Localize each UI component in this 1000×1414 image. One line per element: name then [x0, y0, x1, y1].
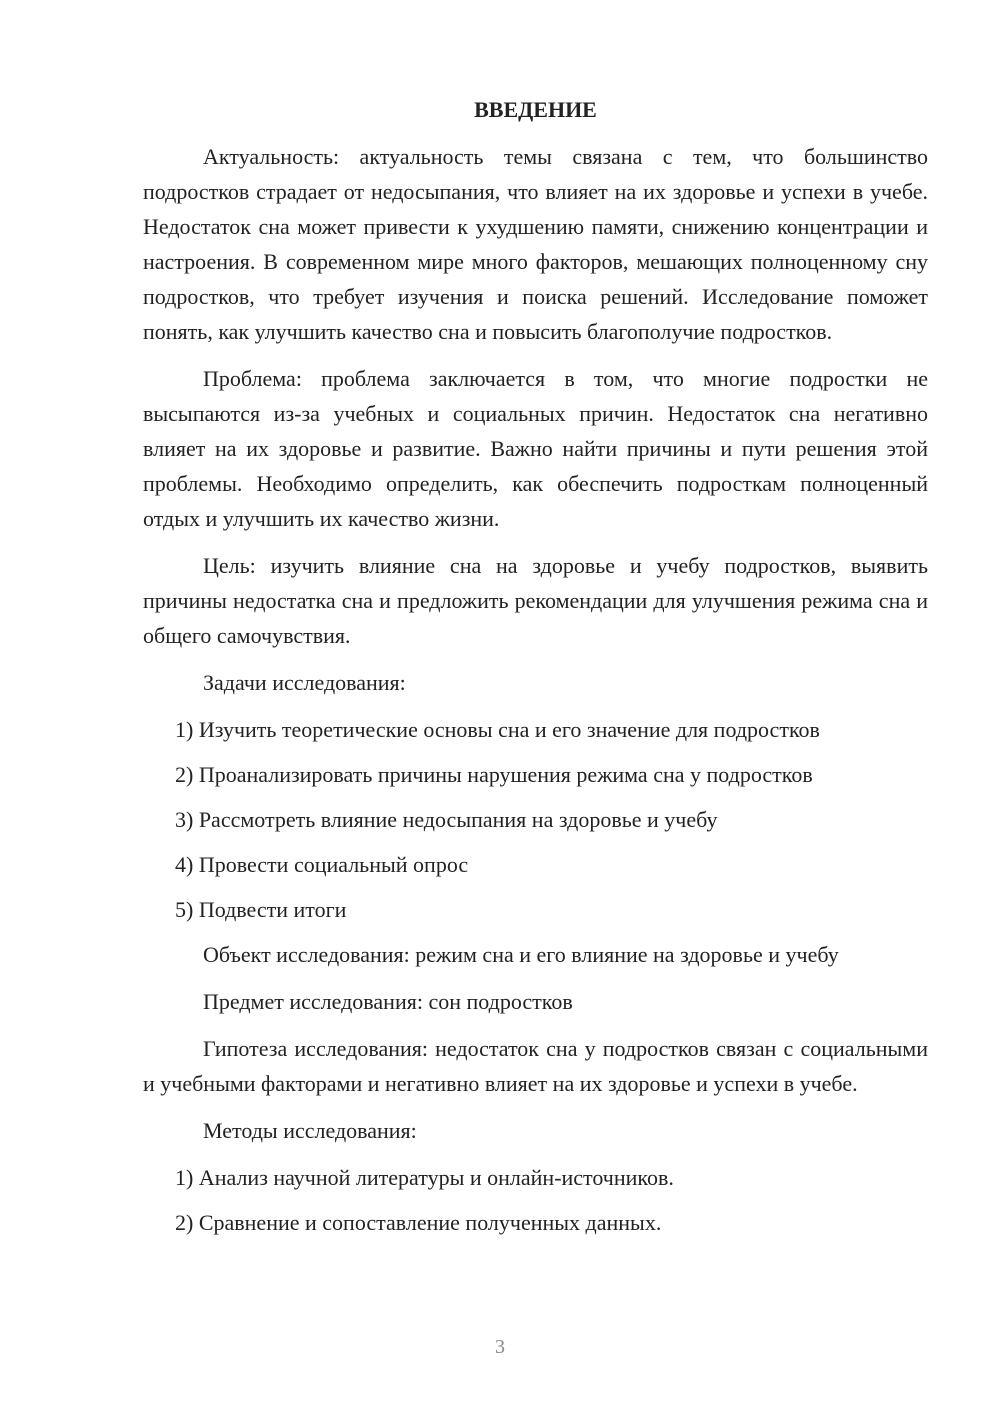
- task-item: 4) Провести социальный опрос: [175, 852, 469, 877]
- subject-paragraph: Предмет исследования: сон подростков: [203, 989, 573, 1014]
- task-item: 5) Подвести итоги: [175, 897, 347, 922]
- method-item: 2) Сравнение и сопоставление полученных данных.: [175, 1210, 662, 1235]
- object-paragraph: Объект исследования: режим сна и его влияние на здоровье и учебу: [203, 942, 839, 967]
- task-item: 1) Изучить теоретические основы сна и его значение для подростков: [175, 717, 820, 742]
- method-item: 1) Анализ научной литературы и онлайн-источников.: [175, 1165, 674, 1190]
- hypothesis-paragraph: Гипотеза исследования: недостаток сна у подростков связан с социальными и учебными факторами и негативно влияет на их здоровье и успехи в учебе.: [143, 1036, 928, 1096]
- methods-heading: Методы исследования:: [203, 1118, 417, 1143]
- page-number: 3: [495, 1336, 505, 1358]
- relevance-paragraph: Актуальность: актуальность темы связана с тем, что большинство подростков страдает от недосыпания, что влияет на их здоровье и успехи в учебе. Недостаток сна может привести к ухудшению памяти, снижению концентрации и настроения. В современном мире много факторов, мешающих полноценному сну подростков, что требует изучения и поиска решений. Исследование поможет понять, как улучшить качество сна и повысить благополучие подростков.: [143, 144, 928, 344]
- goal-paragraph: Цель: изучить влияние сна на здоровье и учебу подростков, выявить причины недостатка сна и предложить рекомендации для улучшения режима сна и общего самочувствия.: [143, 553, 928, 648]
- task-item: 3) Рассмотреть влияние недосыпания на здоровье и учебу: [175, 807, 718, 832]
- tasks-heading: Задачи исследования:: [203, 670, 406, 695]
- problem-paragraph: Проблема: проблема заключается в том, что многие подростки не высыпаются из-за учебных и социальных причин. Недостаток сна негативно влияет на их здоровье и развитие. Важно найти причины и пути решения этой проблемы. Необходимо определить, как обеспечить подросткам полноценный отдых и улучшить их качество жизни.: [143, 366, 928, 531]
- section-title: ВВЕДЕНИЕ: [474, 97, 597, 122]
- task-item: 2) Проанализировать причины нарушения режима сна у подростков: [175, 762, 813, 787]
- page-content: [143, 92, 928, 1250]
